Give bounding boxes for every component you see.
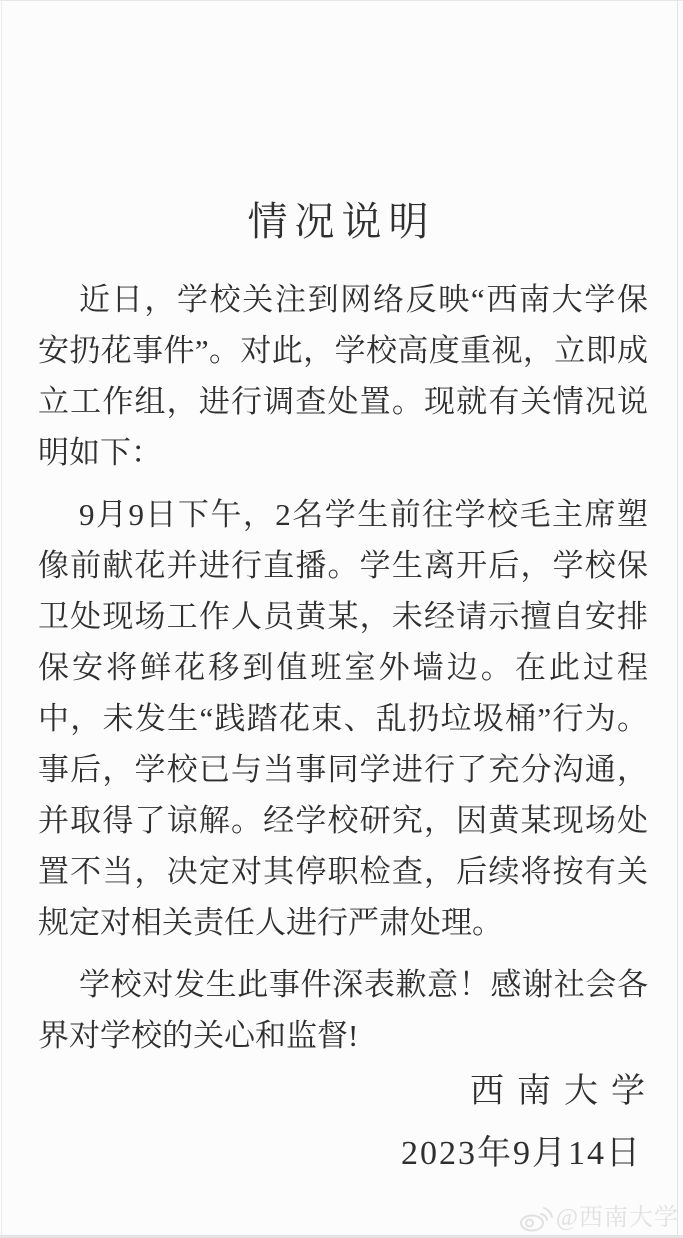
weibo-icon [519, 1204, 553, 1232]
watermark-text: @西南大学 [555, 1205, 679, 1231]
document-body [38, 274, 648, 1061]
paragraph-intro: 近日，学校关注到网络反映“西南大学保安扔花事件”。对此，学校高度重视，立即成立工作组，进行调查处置。现就有关情况说明如下： [38, 282, 648, 470]
weibo-watermark [519, 1204, 679, 1232]
document-date: 2023年9月14日 [401, 1135, 642, 1172]
page-left-edge [1, 0, 2, 1238]
document-title: 情况说明 [247, 199, 436, 244]
page-top-edge [0, 0, 683, 1]
signature: 西南大学 [470, 1073, 658, 1110]
paragraph-investigation: 9月9日下午，2名学生前往学校毛主席塑像前献花并进行直播。学生离开后，学校保卫处现场工作人员黄某，未经请示擅自安排保安将鲜花移到值班室外墙边。在此过程中，未发生“践踏花束、乱扔垃圾桶”行为。事后，学校已与当事同学进行了充分沟通，并取得了谅解。经学校研究，因黄某现场处置不当，决定对其停职检查，后续将按有关规定对相关责任人进行严肃处理。 [38, 497, 648, 940]
paragraph-apology: 学校对发生此事件深表歉意！感谢社会各界对学校的关心和监督! [38, 967, 648, 1053]
page-right-edge [677, 0, 678, 1238]
